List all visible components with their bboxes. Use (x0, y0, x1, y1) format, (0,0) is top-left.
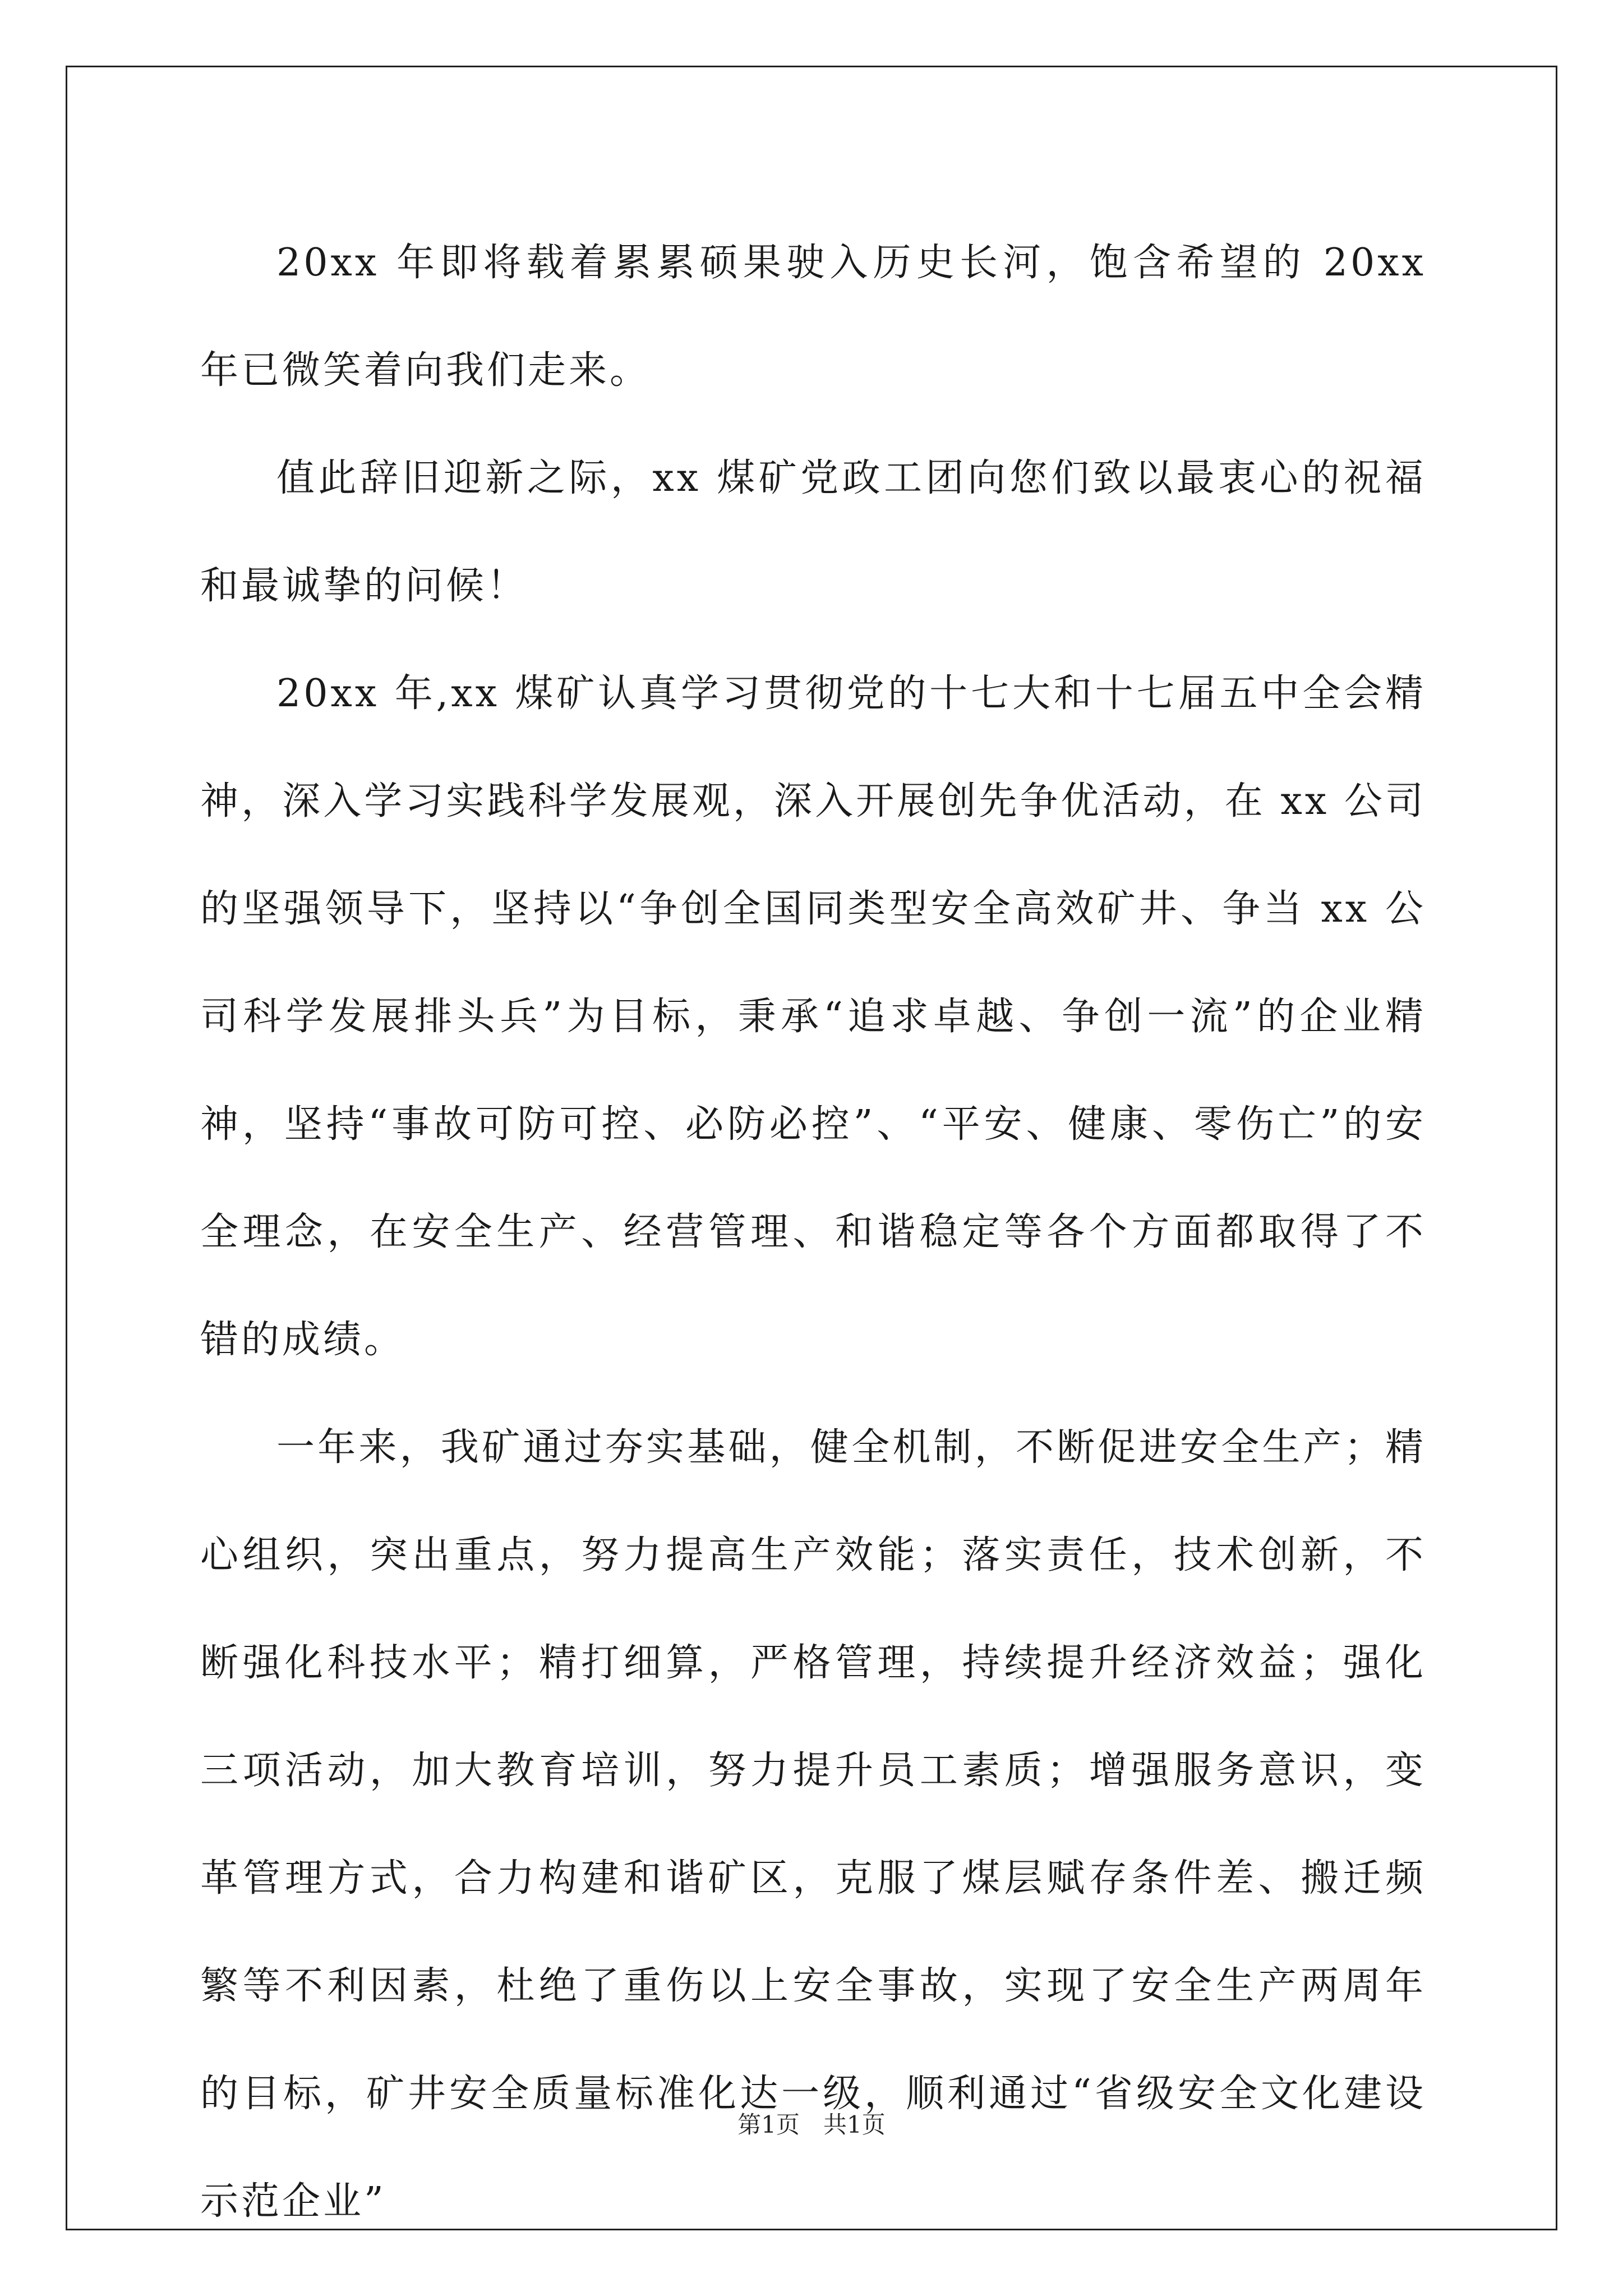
paragraph-2: 值此辞旧迎新之际，xx 煤矿党政工团向您们致以最衷心的祝福和最诚挚的问候！ (200, 456, 1426, 608)
paragraph-1: 20xx 年即将载着累累硕果驶入历史长河，饱含希望的 20xx 年已微笑着向我们走来。 (200, 241, 1426, 393)
paragraph-4: 一年来，我矿通过夯实基础，健全机制，不断促进安全生产；精心组织，突出重点，努力提高生产效能；落实责任，技术创新，不断强化科技水平；精打细算，严格管理，持续提升经济效益；强化三项活动，加大教育培训，努力提升员工素质；增强服务意识，变革管理方式，合力构建和谐矿区，克服了煤层赋存条件差、搬迁频繁等不利因素，杜绝了重伤以上安全事故，实现了安全生产两周年的目标，矿井安全质量标准化达一级，顺利通过“省级安全文化建设示范企业” (200, 1425, 1426, 2224)
page-footer: 第1页 共1页 (737, 2111, 886, 2138)
paragraph-3: 20xx 年,xx 煤矿认真学习贯彻党的十七大和十七届五中全会精神，深入学习实践科学发展观，深入开展创先争优活动，在 xx 公司的坚强领导下，坚持以“争创全国同类型安全高效矿井、争当 xx 公司科学发展排头兵”为目标，秉承“追求卓越、争创一流”的企业精神，坚持“事故可防可控、必防必控”、“平安、健康、零伤亡”的安全理念，在安全生产、经营管理、和谐稳定等各个方面都取得了不错的成绩。 (200, 671, 1426, 1362)
document-body (200, 209, 1426, 2256)
